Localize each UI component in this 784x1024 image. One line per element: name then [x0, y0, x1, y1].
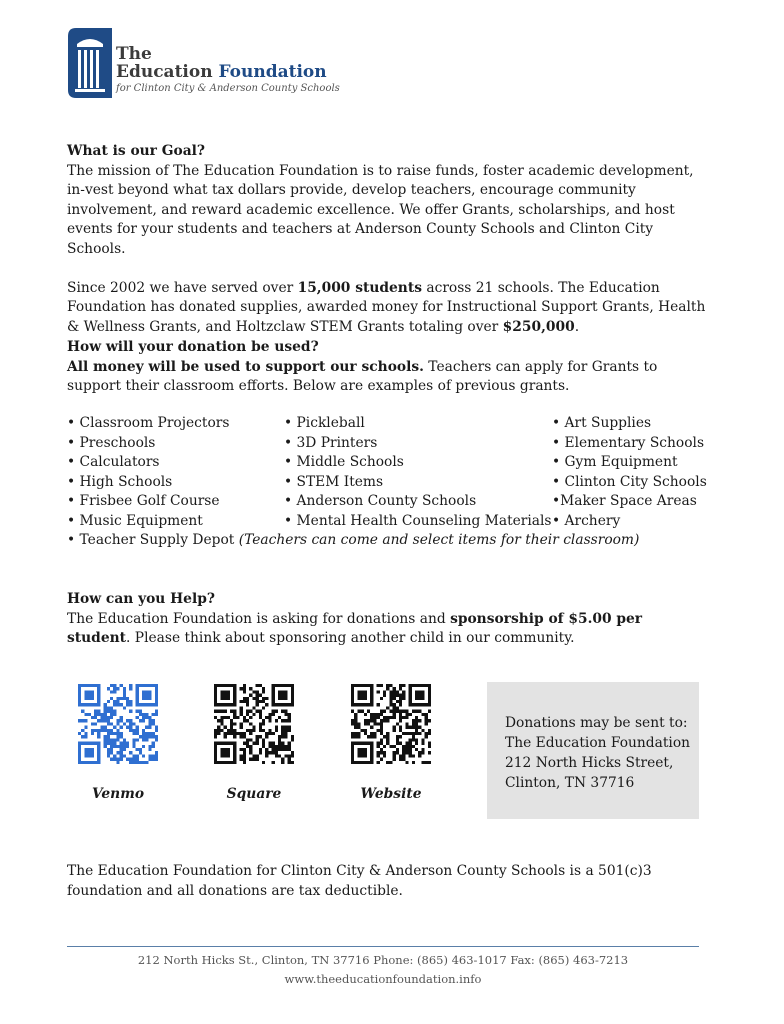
- help-bold: sponsorship of $5.00 per student: [67, 610, 643, 646]
- tax-note-text: The Education Foundation for Clinton City & Anderson County Schools is a 501(c)3 foundation and all donations are tax deductible.: [67, 863, 652, 899]
- stats-pre: Since 2002 we have served over: [67, 279, 298, 296]
- grants-column-2: [284, 414, 552, 531]
- stats-mid: across 21 schools. The Education Foundation has donated supplies, awarded money for Instructional Support Grants, Health & Wellness Grants, and Holtzclaw STEM Grants totaling over: [67, 279, 706, 335]
- footer-divider: [67, 946, 699, 947]
- list-item: • STEM Items: [284, 473, 384, 490]
- list-item: • Elementary Schools: [552, 434, 705, 451]
- address-line: The Education Foundation: [505, 735, 691, 751]
- address-line: Donations may be sent to:: [505, 715, 688, 731]
- square-label: Square: [226, 786, 282, 802]
- logo-tagline: for Clinton City & Anderson County Schools: [116, 83, 340, 94]
- list-item: • Pickleball: [284, 415, 365, 431]
- goal-paragraph: The mission of The Education Foundation is to raise funds, foster academic development, in-vest beyond what tax dollars provide, develop teachers, encourage community involvement, and reward academic excellence. We offer Grants, scholarships, and host events for your students and teachers at Anderson County Schools and Clinton City Schools.: [67, 162, 694, 257]
- list-item: • Art Supplies: [552, 415, 652, 431]
- list-item: • Archery: [552, 512, 621, 529]
- help-pre: The Education Foundation is asking for donations and: [67, 610, 451, 627]
- goal-heading: What is our Goal?: [67, 143, 206, 159]
- logo-education: Education: [116, 62, 213, 82]
- list-item: • Gym Equipment: [552, 454, 678, 470]
- list-item: • Mental Health Counseling Materials: [284, 512, 552, 529]
- donation-heading: How will your donation be used?: [67, 339, 319, 355]
- list-item: • Preschools: [67, 434, 156, 451]
- stats-amount: $250,000: [502, 318, 575, 335]
- stats-paragraph: [67, 279, 707, 338]
- list-item: • 3D Printers: [284, 434, 378, 451]
- address-line: 212 North Hicks Street,: [505, 755, 674, 771]
- list-item: • Classroom Projectors: [67, 415, 230, 431]
- teacher-depot-note: (Teachers can come and select items for their classroom): [238, 532, 640, 548]
- website-qr-code[interactable]: [351, 684, 431, 764]
- help-heading: How can you Help?: [67, 591, 215, 607]
- logo-name: [116, 62, 327, 82]
- footer-contact: 212 North Hicks St., Clinton, TN 37716 Phone: (865) 463-1017 Fax: (865) 463-7213: [137, 953, 629, 967]
- list-item-teacher-depot: [67, 531, 639, 551]
- list-item: •Maker Space Areas: [552, 493, 697, 509]
- building-columns-icon: [68, 28, 112, 98]
- donation-lead-bold: All money will be used to support our schools.: [67, 358, 424, 375]
- mailing-address-box: [487, 682, 699, 819]
- teacher-depot-label: • Teacher Supply Depot: [67, 532, 239, 548]
- help-post: . Please think about sponsoring another child in our community.: [126, 630, 575, 646]
- list-item: • Music Equipment: [67, 512, 203, 529]
- list-item: • Clinton City Schools: [552, 473, 707, 490]
- address-line: Clinton, TN 37716: [505, 775, 635, 791]
- goal-section: [67, 142, 707, 337]
- list-item: • Frisbee Golf Course: [67, 493, 220, 509]
- donation-lead: [67, 358, 707, 397]
- footer-website[interactable]: www.theeducationfoundation.info: [284, 972, 482, 986]
- stats-students: 15,000 students: [297, 279, 422, 296]
- venmo-label: Venmo: [91, 786, 145, 802]
- logo-the: The: [116, 44, 152, 64]
- help-paragraph: [67, 610, 707, 649]
- venmo-qr-code[interactable]: [78, 684, 158, 764]
- stats-end: .: [574, 318, 580, 335]
- square-qr-code[interactable]: [214, 684, 294, 764]
- tax-note: [67, 862, 707, 901]
- logo-foundation: Foundation: [218, 62, 327, 82]
- grants-column-3: [552, 414, 707, 531]
- donation-lead-rest: Teachers can apply for Grants to support their classroom efforts. Below are examples of previous grants.: [67, 358, 658, 394]
- website-label: Website: [360, 786, 422, 802]
- list-item: • High Schools: [67, 473, 173, 490]
- list-item: • Calculators: [67, 454, 160, 470]
- donation-section: [67, 338, 707, 397]
- help-section: [67, 590, 707, 649]
- grants-column-1: [67, 414, 229, 531]
- list-item: • Middle Schools: [284, 454, 404, 470]
- list-item: • Anderson County Schools: [284, 493, 477, 509]
